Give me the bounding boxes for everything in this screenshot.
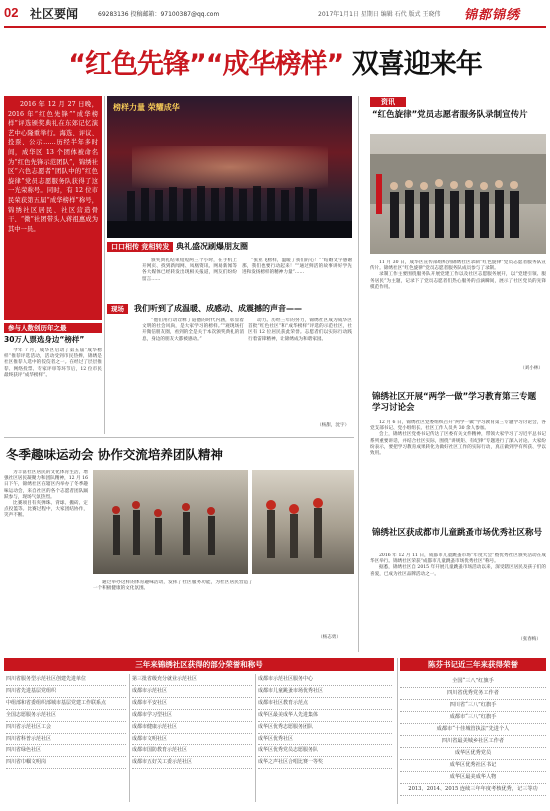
- page-headline: [0, 42, 550, 81]
- hotline: 69283136 投稿邮箱：97100387@qq.com: [98, 11, 220, 18]
- sports-scene-2-graphic: [252, 470, 354, 574]
- flea-para-1: 2016 年 12 月 11 日，成都市儿童跳蚤市场“年度大会”暨优秀社区颁奖活动在成华区举行。锦绣社区荣获“成都市儿童跳蚤市场优秀社区”称号。: [370, 553, 546, 565]
- promo-para-1: 11 月 30 日，成华区宣传部组织到锦绣社区录制“红色旋律”党员志愿者服务队宣传片。锦绣社区“红色旋律”党员志愿者服务队成员参与了录制。: [370, 260, 546, 272]
- honor-item: 成都市示范社区服务中心: [258, 674, 392, 686]
- flea-para-2: 据悉，锦绣社区自 2015 年开展儿童跳蚤市场活动以来，深受辖区居民及孩子们的喜爱，已成为社区品牌活动之一。: [370, 565, 546, 577]
- honors-box-rule: [397, 658, 398, 804]
- volunteer-photo: [370, 134, 546, 254]
- honor-item: 成都市“十佳城管执法”先进个人: [400, 724, 546, 736]
- study-para-1: 12 月 6 日，锦绣社区党委组织召开“两学一做”学习教育第三专题学习讨论会，各党支部书记、党小组组长、社区工作人员共 30 余人参加。: [370, 420, 546, 432]
- article-2-para: “他们用行动诠释了道德的时代内涵，彰显着文明的社会风尚，是大家学习的榜样。”“观现场打开微信朋友圈，看到的全是关于本次颁奖典礼的消息，身边的朋友大都被感动。”: [142, 318, 244, 342]
- article-2b-para: 动力。历经三年的努力，锦绣社区成为成华区首批“红色社区”和“成华榜样”评选的示范社区，社区有 12 位居民获此荣誉。志愿者们以实际行动践行着雷锋精神，让锦绣成为和谐家园。: [248, 318, 352, 342]
- turnout-title: 30万人票选身边“榜样”: [4, 335, 85, 344]
- header-divider: [4, 26, 546, 28]
- honor-item: 成华之声社区合唱比赛一等奖: [258, 757, 392, 769]
- column-rule: [104, 96, 105, 434]
- honor-item: 四川省优秀党务工作者: [400, 688, 546, 700]
- ceremony-photo: [107, 96, 352, 238]
- honor-item: 第三批省级充分就业示范社区: [132, 674, 252, 686]
- issue-date: 2017年1月1日 星期日 编辑 石代 版式 王晓伟: [318, 11, 441, 18]
- honor-item: 成都市示范社区: [132, 686, 252, 698]
- flea-market-title: 锦绣社区获成都市儿童跳蚤市场优秀社区称号: [372, 528, 543, 538]
- news-tag: 资讯: [370, 97, 406, 107]
- honor-item: 四川省先进基层党组织: [6, 686, 126, 698]
- honor-item: 成华区最美成华人物: [400, 772, 546, 784]
- headline-part-1: “红色先锋”: [68, 49, 206, 80]
- honor-item: 四川省最美城乡社区工作者: [400, 736, 546, 748]
- flea-market-body: [370, 553, 546, 639]
- promo-video-title: “红色旋律”党员志愿者服务队录制宣传片: [372, 110, 528, 120]
- turnout-para: 今年 7 月，成华区启动了第五届“成华榜样”推荐评选活动，活动受到市民热捧，锦绣是社区推荐人选中的佼佼者之一。在经过了层层推荐、网络投票、专家评审等环节后，12 位市民最终获评“成华榜样”。: [4, 348, 102, 378]
- honor-item: 2013、2014、2015 连续三年年度考核优秀，记三等功: [400, 784, 546, 796]
- promo-video-body: [370, 260, 546, 368]
- honor-item: 成都市国防教育示范社区: [132, 745, 252, 757]
- study-meeting-body: [370, 420, 546, 518]
- honor-item: 成都市五好关工委示范社区: [132, 757, 252, 769]
- stage-crowd-graphic: [107, 96, 352, 238]
- article-body-1: [142, 258, 237, 302]
- sports-meet-para-2: 比赛项目有夹弹珠、背球、搬砖、定点投篮等。比赛过程中，大家团结协作，笑声不断。: [4, 501, 88, 519]
- section-rule: [4, 437, 354, 438]
- promo-para-2: 录制工作主要围绕服务队开展党建工作以及社区志愿服务展开，以“党建引领、服务居民”为主题，记录下了党员志愿者们热心服务的点滴瞬间，展示了社区党员的先锋模范作用。: [370, 272, 546, 290]
- honors-column-3: [258, 674, 392, 769]
- honor-item: 成华区优秀社区: [258, 734, 392, 746]
- honors-col-rule-1: [129, 674, 130, 802]
- article-1b-para: “张亚飞榜样，温暖了我们的心！”“结婚文字感谢那，我们也要行动起来！”“通过鲜活的故事讲好学先进和发扬榜样的精神力量”……: [242, 258, 352, 276]
- article-2-byline: （杨甜，沈宇）: [317, 423, 350, 428]
- scene-title: 我们听到了成温暖、成感动、成震撼的声音——: [134, 304, 302, 313]
- masthead: [0, 0, 550, 26]
- honor-item: 成都市儿童跳蚤市场优秀社区: [258, 686, 392, 698]
- page-number: 02: [4, 5, 19, 20]
- honor-item: 成华区优秀志愿服务团队: [258, 722, 392, 734]
- sports-meet-title: 冬季趣味运动会 协作交流培养团队精神: [6, 447, 223, 462]
- scene-tag: 现场: [107, 304, 128, 314]
- honor-item: 成都市“三八”红旗手: [400, 712, 546, 724]
- turnout-body: [4, 348, 102, 432]
- honor-item: 全国“三八”红旗手: [400, 676, 546, 688]
- promo-byline: （刘小林）: [520, 366, 543, 371]
- honor-item: 全国志愿服务示范社区: [6, 710, 126, 722]
- right-column-rule: [358, 96, 359, 652]
- headline-part-2: “成华榜样”: [205, 49, 344, 80]
- turnout-tag: 参与人数创历年之最: [4, 323, 102, 333]
- honors-col-rule-2: [255, 674, 256, 802]
- brand-logo: 锦都锦绣: [464, 8, 521, 23]
- honor-item: 成华区优秀党员: [400, 748, 546, 760]
- article-body-1b: [242, 258, 352, 302]
- honors-column-2: [132, 674, 252, 769]
- sports-meet-body-2: [93, 580, 253, 644]
- honor-item: 四川省绿色社区: [6, 745, 126, 757]
- honor-item: 成都市学习型社区: [132, 710, 252, 722]
- honor-item: 成都市社区教育示范点: [258, 698, 392, 710]
- study-meeting-title: 锦绣社区开展“两学一做”学习教育第三专题学习讨论会: [372, 392, 537, 413]
- sports-meet-para-3: 通过举办这样的体育趣味活动，发挥了社区服务功能，为社区居民营造了一个积极健康的文化氛围。: [93, 580, 253, 592]
- social-buzz-title: 典礼盛况刷爆朋友圈: [176, 242, 248, 251]
- sports-meet-byline: （杨志勇）: [318, 635, 341, 640]
- honors-table-title: 三年来锦绣社区获得的部分荣誉和称号: [4, 658, 394, 671]
- article-body-2b: [248, 318, 352, 418]
- sports-photo-1: [93, 470, 248, 574]
- section-name: 社区要闻: [30, 7, 79, 21]
- honor-item: 成华区优秀社区书记: [400, 760, 546, 772]
- honor-item: 四川省示范社区工会: [6, 722, 126, 734]
- honor-item: 成都市文明社区: [132, 734, 252, 746]
- honor-item: 成华区最美成华人先进集体: [258, 710, 392, 722]
- honor-item: 成华区优秀党员志愿服务队: [258, 745, 392, 757]
- headline-part-3: 双喜迎来年: [343, 49, 482, 80]
- honor-item: 四川省“三八”红旗手: [400, 700, 546, 712]
- honor-item: 成都市平安社区: [132, 698, 252, 710]
- honor-item: 四川省服务型示范社区创建先进单位: [6, 674, 126, 686]
- photo-caption: 榜样力量 荣耀成华: [113, 103, 180, 112]
- secretary-honors-list: [400, 676, 546, 796]
- honor-item: 四川省巾帼文明岗: [6, 757, 126, 769]
- volunteer-group-graphic: [370, 134, 546, 254]
- sports-photo-2: [252, 470, 354, 574]
- flea-byline: （张春梅）: [518, 637, 541, 642]
- honor-item: 中组部和省委组织部城市基层党建工作联系点: [6, 698, 126, 710]
- social-buzz-tag: 口口相传 竞相转发: [107, 242, 173, 252]
- study-para-2: 会上，锦绣社区党委书记传达了区委有关文件精神，带领大家学习了习近平总书记系列重要讲话，并结合社区实际，围绕“讲规矩、有纪律”专题进行了深入讨论。大家纷纷表示，要把学习教育成果转化为做好社区工作的实际行动，真正做到学有所获、学以致用。: [370, 432, 546, 457]
- secretary-honors-title: 陈芬书记近三年来获得荣誉: [400, 658, 546, 671]
- sports-meet-para-1: 为丰富社区居民的文化体育生活，增强社区居民凝聚力和团队精神，12 月 16 日下午，锦绣社区在辖区内举办了冬季趣味运动会，来自社区的各个志愿者团队踊跃参与，现场气氛热烈。: [4, 470, 88, 500]
- sports-meet-body: [4, 470, 88, 650]
- article-1-para: 颁奖典礼结束短短两三个小时，在手机上开网页、找到新闻网、凤凰资讯、网易新闻等各大媒体已经转发出现相关报道，网友们纷纷留言……: [142, 258, 237, 282]
- honors-column-1: [6, 674, 126, 769]
- article-body-2: [142, 318, 244, 432]
- sports-scene-1-graphic: [93, 470, 248, 574]
- honor-item: 成都市健康示范社区: [132, 722, 252, 734]
- lead-paragraph: 2016 年 12 月 27 日晚，2016 年“红色先锋”“成华榜样”评选颁奖典礼在东郊记忆演艺中心隆重举行。海选、评议、投票、公示……历经半年多时间，成华区 13 个团体被命名为“红色先锋示范团队”，锦绣社区“六色志愿者”团队中的“红色旋律”党员志愿服务队获得了这一光荣称号。同时，有 12 位市民荣获第五届“成华榜样”称号，锦绣社区居民、社区营造骨干、“微”社团带头人蒋祖惠成为其中一员。: [4, 96, 102, 320]
- honor-item: 四川省科普示范社区: [6, 734, 126, 746]
